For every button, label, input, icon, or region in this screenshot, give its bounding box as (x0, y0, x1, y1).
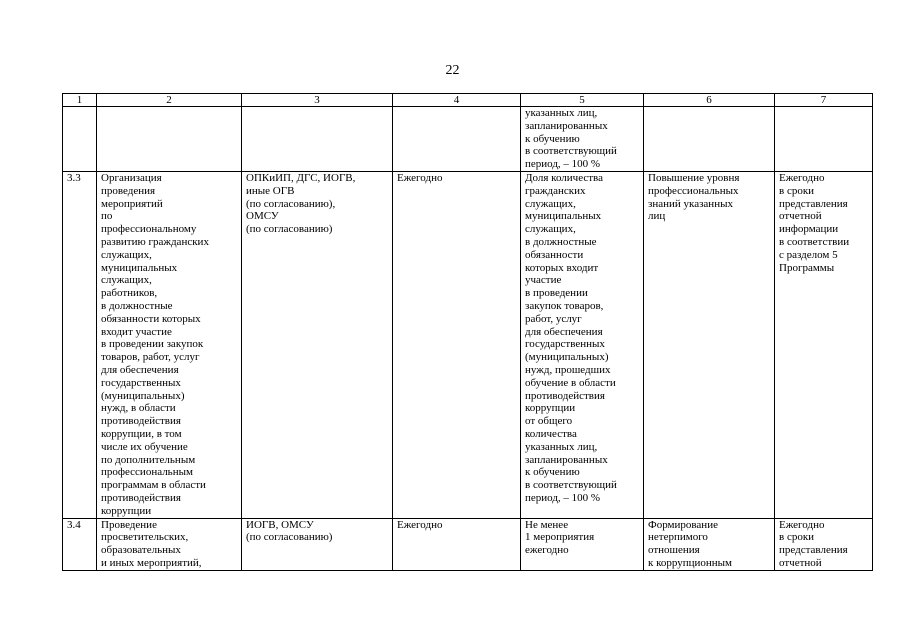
cell-num: 3.4 (63, 518, 97, 570)
cell-executors: ОПКиИП, ДГС, ИОГВ, иные ОГВ (по согласованию), ОМСУ (по согласованию) (242, 172, 393, 519)
column-header-3: 3 (242, 94, 393, 107)
cell-executors: ИОГВ, ОМСУ (по согласованию) (242, 518, 393, 570)
cell-indicator: Не менее 1 мероприятия ежегодно (521, 518, 644, 570)
cell-executors (242, 107, 393, 172)
cell-reporting (775, 107, 873, 172)
column-header-6: 6 (644, 94, 775, 107)
cell-period: Ежегодно (393, 172, 521, 519)
table-row-3-4 (63, 518, 873, 570)
cell-activity: Проведение просветительских, образовательных и иных мероприятий, (97, 518, 242, 570)
column-number-row (63, 94, 873, 107)
cell-indicator: указанных лиц, запланированных к обучению в соответствующий период, – 100 % (521, 107, 644, 172)
measures-table (62, 93, 873, 571)
table-row-3-3 (63, 172, 873, 519)
cell-period (393, 107, 521, 172)
cell-activity (97, 107, 242, 172)
cell-num: 3.3 (63, 172, 97, 519)
cell-indicator: Доля количества гражданских служащих, муниципальных служащих, в должностные обязанности которых входит участие в проведении закупок товаров, работ, услуг для обеспечения государственных (муниципальных) нужд, прошедших обучение в области противодействия коррупции от общего количества указанных лиц, запланированных к обучению в соответствующий период, – 100 % (521, 172, 644, 519)
column-header-5: 5 (521, 94, 644, 107)
cell-activity: Организация проведения мероприятий по профессиональному развитию гражданских служащих, муниципальных служащих, работников, в должностные обязанности которых входит участие в проведении закупок товаров, работ, услуг для обеспечения государственных (муниципальных) нужд, в области противодействия коррупции, в том числе их обучение по дополнительным профессиональным программам в области противодействия коррупции (97, 172, 242, 519)
page-number: 22 (445, 63, 460, 78)
cell-result: Формирование нетерпимого отношения к коррупционным (644, 518, 775, 570)
table-row-continuation (63, 107, 873, 172)
cell-num (63, 107, 97, 172)
column-header-1: 1 (63, 94, 97, 107)
cell-period: Ежегодно (393, 518, 521, 570)
cell-result (644, 107, 775, 172)
column-header-7: 7 (775, 94, 873, 107)
column-header-4: 4 (393, 94, 521, 107)
column-header-2: 2 (97, 94, 242, 107)
cell-result: Повышение уровня профессиональных знаний указанных лиц (644, 172, 775, 519)
cell-reporting: Ежегодно в сроки представления отчетной информации в соответствии с разделом 5 Программы (775, 172, 873, 519)
cell-reporting: Ежегодно в сроки представления отчетной (775, 518, 873, 570)
